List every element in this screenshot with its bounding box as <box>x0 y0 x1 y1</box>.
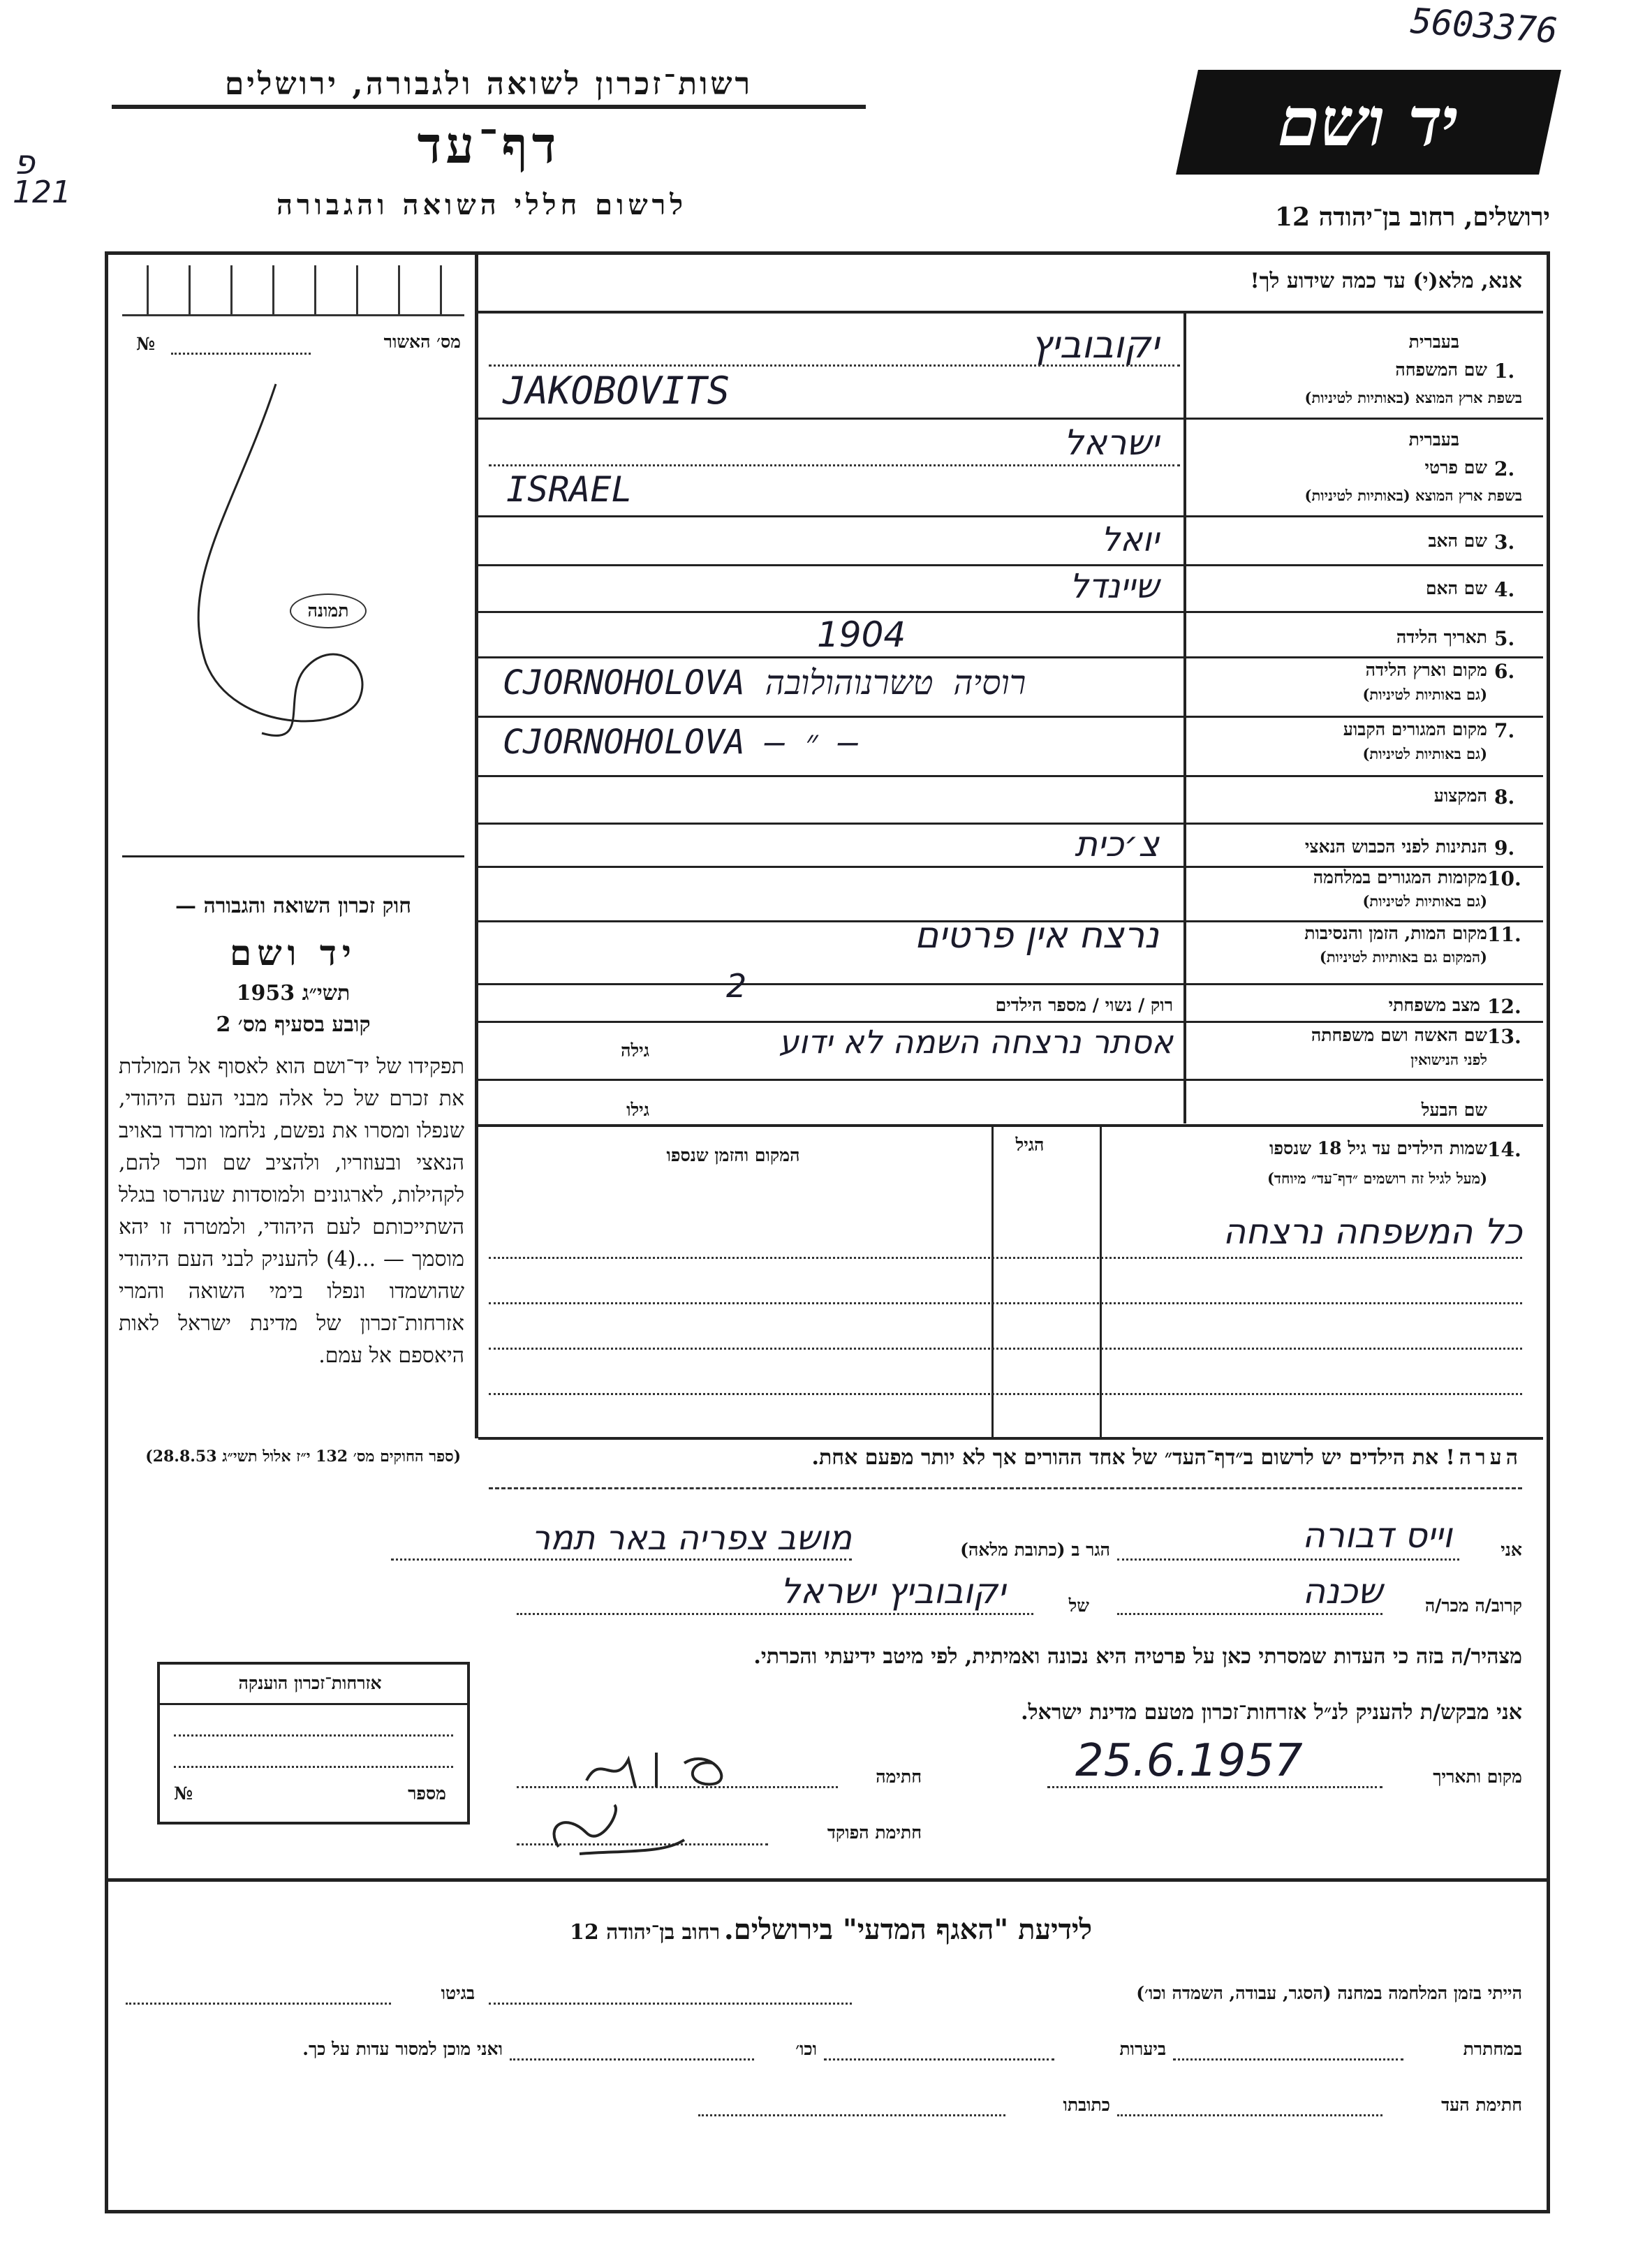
field-2-value-latin[interactable]: ISRAEL <box>506 469 633 510</box>
form-title: דף־עד <box>417 115 561 175</box>
footer-line2-b: ביערות <box>1119 2039 1166 2059</box>
decl-of-value[interactable]: יקובוביץ ישראל <box>780 1571 1005 1612</box>
children-place-header: המקום והזמן שנספו <box>666 1145 800 1165</box>
children-col-2 <box>991 1127 994 1438</box>
instruction: אנא, מלא(י) עד כמה שידוע לך! <box>1250 269 1522 293</box>
field-5-num: 5. <box>1494 627 1515 650</box>
field-2-lang: בעברית <box>1408 429 1459 450</box>
field-6-rule <box>478 716 1543 718</box>
decl-place-date-label: מקום ותאריך <box>1433 1767 1522 1787</box>
decl-signature-label: חתימה <box>876 1767 922 1787</box>
field-2-sub: בשפת ארץ המוצא (באותיות לטיניות) <box>1304 487 1522 504</box>
decl-relation-line <box>1117 1613 1382 1615</box>
children-age-header: הגיל <box>1015 1135 1045 1155</box>
field-8-label: המקצוע <box>1433 786 1487 806</box>
field-4-rule <box>478 611 1543 613</box>
field-10-label: מקומות המגורים במלחמה <box>1313 867 1487 887</box>
field-6-label: מקום וארץ הלידה <box>1365 660 1487 680</box>
field-3-rule <box>478 564 1543 566</box>
field-1-sub: בשפת ארץ המוצא (באותיות לטיניות) <box>1304 389 1522 406</box>
decl-relation[interactable]: שכנה <box>1302 1571 1382 1612</box>
citizenship-box <box>157 1662 470 1825</box>
children-line-3 <box>489 1348 1522 1350</box>
field-11-label: מקום המות, הזמן והנסיבות <box>1304 923 1487 943</box>
decl-request: אני מבקש/ת להעניק לנ״ל אזרחות־זכרון מטעם מדינת ישראל. <box>1021 1700 1522 1725</box>
field-11-num: 11. <box>1487 923 1521 946</box>
main-divider <box>475 251 478 1438</box>
law-year: תשי״ג 1953 <box>236 981 351 1005</box>
decl-residing-label: הגר ב (כתובת מלאה) <box>960 1540 1110 1560</box>
header-rule <box>112 105 866 109</box>
field-11-sub: (המקום גם באותיות לטיניות) <box>1319 948 1487 966</box>
field-6-sub: (גם באותיות לטיניות) <box>1362 686 1487 703</box>
field-5-value[interactable]: 1904 <box>817 614 906 655</box>
field-3-label: שם האב <box>1428 531 1487 551</box>
label-col-divider <box>1183 314 1186 1123</box>
footer-address: רחוב בן־יהודה 12 <box>569 1920 721 1945</box>
decl-i-label: אני <box>1500 1540 1522 1560</box>
decl-witness-name[interactable]: וייס דבורה <box>1301 1515 1452 1556</box>
law-ref: (ספר החוקים מס׳ 132 י״ז אלול תשי״ג 28.8.53) <box>145 1447 461 1466</box>
footer-heading <box>419 1913 1243 1946</box>
field-7-rule <box>478 775 1543 777</box>
children-line-4 <box>489 1393 1522 1395</box>
decl-place-date[interactable]: 25.6.1957 <box>1075 1735 1303 1787</box>
decl-of-label: של <box>1068 1595 1089 1616</box>
note-text: את הילדים יש לרשום ב״דף־העד״ של אחד ההורים אך לא יותר מפעם אחת. <box>811 1445 1439 1470</box>
citizenship-box-line-2 <box>174 1766 453 1768</box>
margin-note-top: פ <box>14 143 35 182</box>
citizenship-box-line-1 <box>174 1734 453 1737</box>
field-11-rule <box>478 983 1543 985</box>
field-3-value[interactable]: יואל <box>1100 520 1159 559</box>
field-5-label: תאריך הלידה <box>1396 627 1487 647</box>
law-text: תפקידו של יד־ושם הוא לאסוף אל המולדת את זכרם של כל אלה מבני העם היהודי, שנפלו ומסרו את נפשם, נלחמו ומרדו באויב הנאצי ובעוזריו, ולהציב שם וזכר להם, לקהילות, לארגונים ולמוסדות שנהרסו בגלל השתייכותם לעם היהודי, ולמטרה זו יהא מוסמך — ...(4) להעניק לבני העם היהודי שהושמדו ונפלו בימי השואה והמרי אזרחות־זכרון של מדינת ישראל לאות היאספם אל עמם. <box>119 1054 464 1368</box>
logo: יד ושם <box>1176 70 1561 175</box>
photo-rule <box>122 855 464 857</box>
decl-place-date-line <box>1047 1786 1382 1788</box>
instruction-rule <box>478 311 1543 314</box>
field-10-num: 10. <box>1487 867 1521 890</box>
archive-number: 5603376 <box>1409 0 1559 52</box>
field-13-value[interactable]: אסתר נרצחה השמה לא ידוע <box>779 1023 1173 1061</box>
field-1-line-he <box>489 364 1180 367</box>
field-9-label: הנתינות לפני הכבוש הנאצי <box>1304 836 1487 857</box>
field-13-rule <box>478 1079 1543 1081</box>
law-heading: חוק זכרון השואה והגבורה — <box>175 894 411 918</box>
field-2-label: שם פרטי <box>1424 457 1487 478</box>
footer-line2-field-3[interactable] <box>510 2058 754 2061</box>
children-label: שמות הילדים עד גיל 18 שנספו <box>1269 1138 1487 1158</box>
field-1-label: שם המשפחה <box>1395 360 1487 380</box>
field-7-value[interactable]: CJORNOHOLOVA — ״ — <box>503 723 859 762</box>
field-13-label: שם האשה ושם משפחתה <box>1311 1025 1487 1045</box>
field-10-sub: (גם באותיות לטיניות) <box>1362 892 1487 910</box>
footer-line2-c: וכו׳ <box>795 2039 817 2059</box>
children-value[interactable]: כל המשפחה נרצחה <box>1223 1211 1522 1252</box>
children-line-2 <box>489 1302 1522 1304</box>
field-9-value[interactable]: צ׳כית <box>1075 824 1159 864</box>
field-1-value-he[interactable]: יקובוביץ <box>1031 323 1159 367</box>
margin-note-bottom: 121 <box>13 175 71 210</box>
footer-line3-field-1[interactable] <box>1117 2114 1382 2116</box>
field-1-lang: בעברית <box>1408 332 1459 352</box>
decl-address[interactable]: מושב צפריה באר תמר <box>531 1519 852 1558</box>
field-2-num: 2. <box>1494 457 1515 480</box>
field-4-value[interactable]: שיינדל <box>1069 567 1159 606</box>
citizenship-box-number: מספר <box>408 1783 446 1804</box>
field-1-rule <box>478 418 1543 420</box>
decl-statement: מצהיר/ה בזה כי העדות שמסרתי כאן על פרטיה היא נכונה ואמיתית, לפי מיטב ידיעתי והכרתי. <box>753 1644 1522 1669</box>
decl-address-line <box>391 1558 852 1561</box>
header-address: ירושלים, רחוב בן־יהודה 12 <box>1274 202 1550 232</box>
field-11-value[interactable]: נרצח אין פרטים <box>914 915 1159 957</box>
approval-no-mark: № <box>136 334 156 354</box>
photo-area <box>122 370 464 852</box>
field-4-num: 4. <box>1494 578 1515 601</box>
footer-line2-field-1[interactable] <box>1173 2058 1403 2061</box>
field-13-sub: לפני הנישואין <box>1410 1051 1487 1068</box>
field-1-num: 1. <box>1494 360 1515 383</box>
law-section: קובע בסעיף מס׳ 2 <box>216 1012 371 1037</box>
footer-rule <box>105 1878 1547 1882</box>
field-2-line-he <box>489 464 1180 466</box>
law-name: יד ושם <box>230 932 357 973</box>
field-4-label: שם האם <box>1425 578 1487 598</box>
field-8-num: 8. <box>1494 786 1515 809</box>
field-1-value-latin[interactable]: JAKOBOVITS <box>503 369 730 413</box>
footer-line1-b: בגיטו <box>441 1983 475 2003</box>
husband-rule <box>478 1124 1543 1127</box>
children-bottom-rule <box>478 1437 1543 1440</box>
witness-signature <box>573 1739 782 1794</box>
approval-no-label: מס׳ האשור <box>383 332 461 352</box>
footer-line3-field-2[interactable] <box>698 2114 1005 2116</box>
footer-line1-field-1[interactable] <box>489 2003 852 2005</box>
field-13-num: 13. <box>1487 1025 1521 1048</box>
citizenship-box-rule <box>160 1703 467 1705</box>
decl-name-line <box>1117 1558 1459 1561</box>
field-2-rule <box>478 515 1543 517</box>
footer-line2-field-2[interactable] <box>824 2058 1054 2061</box>
field-12-num: 12. <box>1487 995 1521 1018</box>
field-12-value[interactable]: 2 <box>726 967 747 1005</box>
field-6-value[interactable]: CJORNOHOLOVA רוסיה טשרנוהולובה <box>503 663 1026 702</box>
citizenship-box-title: אזרחות־זכרון הוענקה <box>238 1673 382 1693</box>
footer-title: לידיעת "האגף המדעי" בירושלים. <box>723 1913 1093 1946</box>
field-12-options: רוק / נשוי / מספר הילדים <box>995 995 1173 1015</box>
tick-boxes <box>122 265 464 316</box>
field-7-num: 7. <box>1494 719 1515 742</box>
photo-label: תמונה <box>290 594 367 628</box>
note-label: הערה! <box>1445 1445 1522 1470</box>
note <box>489 1445 1522 1470</box>
footer-line3-a: חתימת העד <box>1441 2095 1522 2115</box>
citizenship-box-mark: № <box>174 1783 193 1804</box>
decl-of-line <box>517 1613 1033 1615</box>
children-sub: (מעל לגיל זה רושמים ״דף־עד״ מיוחד) <box>1267 1170 1487 1187</box>
footer-line1-field-2[interactable] <box>126 2003 391 2005</box>
husband-age-label: גילו <box>626 1100 649 1120</box>
authority-line: רשות־זכרון לשואה ולגבורה, ירושלים <box>224 66 753 102</box>
field-7-label: מקום המגורים הקבוע <box>1343 719 1487 739</box>
field-9-num: 9. <box>1494 836 1515 860</box>
children-col-1 <box>1100 1127 1102 1438</box>
field-5-rule <box>478 656 1543 658</box>
decl-officer-label: חתימת הפוקד <box>827 1822 922 1843</box>
footer-line3-b: כתובתו <box>1063 2095 1110 2115</box>
note-rule <box>489 1487 1522 1491</box>
husband-label: שם הבעל <box>1421 1100 1487 1120</box>
officer-signature <box>538 1798 691 1861</box>
field-6-num: 6. <box>1494 660 1515 683</box>
field-3-num: 3. <box>1494 531 1515 554</box>
footer-line1-a: הייתי בזמן המלחמה במחנה (הסגר, עבודה, השמדה וכו׳) <box>1136 1983 1522 2003</box>
decl-relation-label: קרוב/ה מכר/ה <box>1424 1595 1522 1616</box>
field-13-age-label: גילה <box>621 1040 649 1061</box>
children-line-1 <box>489 1257 1522 1259</box>
field-12-label: מצב משפחתי <box>1388 995 1480 1015</box>
children-num: 14. <box>1487 1138 1521 1161</box>
approval-no-field[interactable] <box>171 353 311 355</box>
field-2-value-he[interactable]: ישראל <box>1063 422 1159 463</box>
field-7-sub: (גם באותיות לטיניות) <box>1362 745 1487 762</box>
form-subtitle: לרשום חללי השואה והגבורה <box>276 189 688 221</box>
footer-line2-d: ואני מוכן למסור עדות על כך. <box>302 2039 503 2059</box>
footer-line2-a: במחתרת <box>1463 2039 1522 2059</box>
